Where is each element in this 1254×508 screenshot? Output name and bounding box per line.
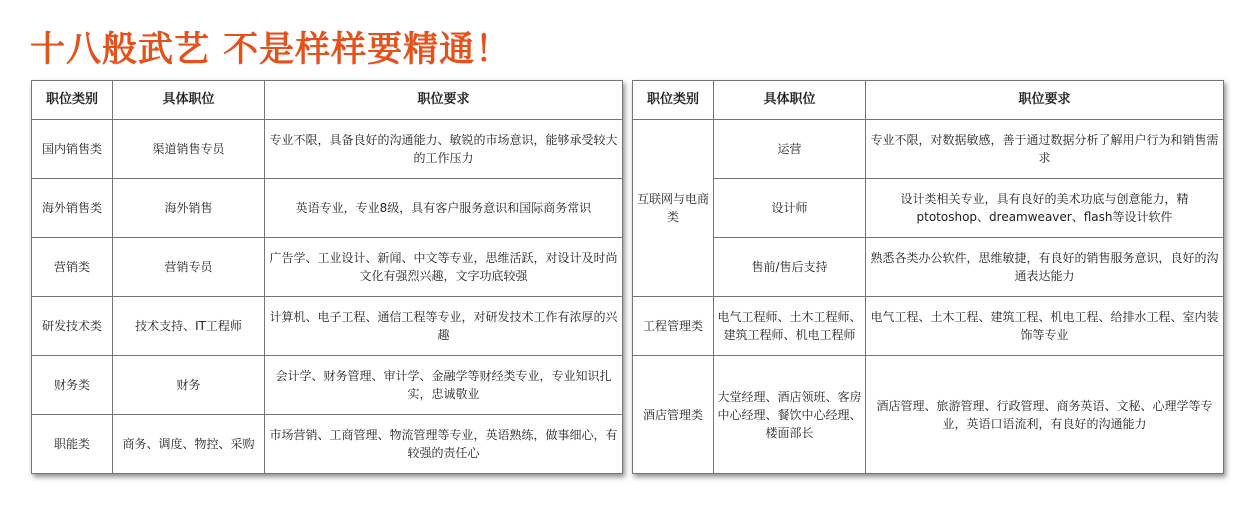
header-position: 具体职位: [714, 81, 866, 120]
table-row: [633, 120, 1224, 179]
requirement-cell: 设计类相关专业，具有良好的美术功底与创意能力，精ptotoshop、dreamweaver、flash等设计软件: [866, 179, 1224, 238]
table-row: [32, 356, 623, 415]
table-row: [32, 415, 623, 474]
page-title: 十八般武艺 不是样样要精通！: [30, 30, 512, 70]
requirement-cell: 酒店管理、旅游管理、行政管理、商务英语、文秘、心理学等专业，英语口语流利，有良好的沟通能力: [866, 356, 1224, 474]
position-cell: 技术支持、IT工程师: [113, 297, 265, 356]
header-requirement: 职位要求: [866, 81, 1224, 120]
position-cell: 运营: [714, 120, 866, 179]
position-cell: 设计师: [714, 179, 866, 238]
table-row: [633, 179, 1224, 238]
job-table-right: [632, 80, 1224, 474]
requirement-cell: 广告学、工业设计、新闻、中文等专业，思维活跃，对设计及时尚文化有强烈兴趣，文字功底较强: [265, 238, 623, 297]
table-row: [633, 238, 1224, 297]
requirement-cell: 熟悉各类办公软件，思维敏捷，有良好的销售服务意识，良好的沟通表达能力: [866, 238, 1224, 297]
header-category: 职位类别: [32, 81, 113, 120]
table-row: [32, 120, 623, 179]
requirement-cell: 电气工程、土木工程、建筑工程、机电工程、给排水工程、室内装饰等专业: [866, 297, 1224, 356]
position-cell: 营销专员: [113, 238, 265, 297]
position-cell: 售前/售后支持: [714, 238, 866, 297]
category-cell: 营销类: [32, 238, 113, 297]
requirement-cell: 英语专业，专业8级，具有客户服务意识和国际商务常识: [265, 179, 623, 238]
category-cell: 职能类: [32, 415, 113, 474]
requirement-cell: 专业不限，对数据敏感，善于通过数据分析了解用户行为和销售需求: [866, 120, 1224, 179]
table-row: [32, 238, 623, 297]
requirement-cell: 计算机、电子工程、通信工程等专业，对研发技术工作有浓厚的兴趣: [265, 297, 623, 356]
header-position: 具体职位: [113, 81, 265, 120]
category-cell: 研发技术类: [32, 297, 113, 356]
requirement-cell: 市场营销、工商管理、物流管理等专业，英语熟练，做事细心，有较强的责任心: [265, 415, 623, 474]
position-cell: 商务、调度、物控、采购: [113, 415, 265, 474]
header-category: 职位类别: [633, 81, 714, 120]
position-cell: 电气工程师、土木工程师、建筑工程师、机电工程师: [714, 297, 866, 356]
position-cell: 财务: [113, 356, 265, 415]
category-cell: 酒店管理类: [633, 356, 714, 474]
category-cell: 工程管理类: [633, 297, 714, 356]
job-table-left: [31, 80, 623, 474]
requirement-cell: 会计学、财务管理、审计学、金融学等财经类专业，专业知识扎实，忠诚敬业: [265, 356, 623, 415]
header-row: [633, 81, 1224, 120]
category-cell: 互联网与电商类: [633, 120, 714, 297]
position-cell: 渠道销售专员: [113, 120, 265, 179]
table-row: [633, 356, 1224, 474]
requirement-cell: 专业不限，具备良好的沟通能力、敏锐的市场意识，能够承受较大的工作压力: [265, 120, 623, 179]
category-cell: 海外销售类: [32, 179, 113, 238]
header-requirement: 职位要求: [265, 81, 623, 120]
header-row: [32, 81, 623, 120]
table-row: [633, 297, 1224, 356]
position-cell: 大堂经理、酒店领班、客房中心经理、餐饮中心经理、楼面部长: [714, 356, 866, 474]
category-cell: 财务类: [32, 356, 113, 415]
category-cell: 国内销售类: [32, 120, 113, 179]
position-cell: 海外销售: [113, 179, 265, 238]
table-row: [32, 179, 623, 238]
table-row: [32, 297, 623, 356]
